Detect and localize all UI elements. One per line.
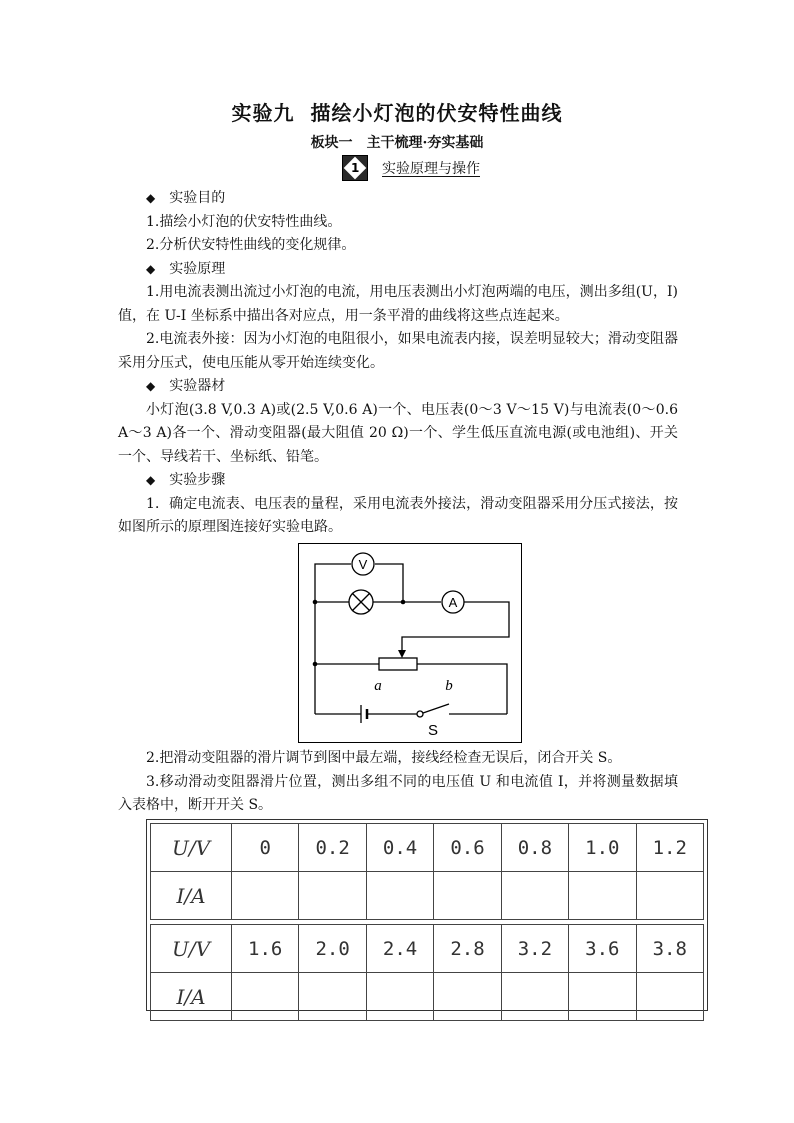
- row-header-u: U/V: [151, 925, 232, 973]
- measurement-table: [146, 819, 708, 1011]
- page-subtitle: [0, 132, 794, 152]
- switch-label: S: [427, 722, 439, 739]
- u-cell: 3.6: [569, 925, 636, 973]
- junction-dot: [401, 600, 406, 605]
- i-cell-empty[interactable]: [232, 973, 299, 1021]
- section-title: 实验原理与操作: [382, 161, 480, 177]
- section-number-icon: [342, 155, 368, 181]
- u-cell: 3.8: [636, 925, 703, 973]
- principle-item-2: 2.电流表外接：因为小灯泡的电阻很小，如果电流表内接，误差明显较大；滑动变阻器采用分压式，使电压能从零开始连续变化。: [118, 331, 678, 371]
- u-cell: 0.8: [501, 824, 568, 872]
- rheostat-end-a-label: a: [374, 678, 382, 694]
- circuit-diagram: [298, 543, 522, 743]
- u-cell: 0: [232, 824, 299, 872]
- switch-lever-icon: [423, 704, 449, 713]
- row-header-i: I/A: [151, 872, 232, 920]
- i-cell-empty[interactable]: [366, 872, 433, 920]
- purpose-item-2: 2.分析伏安特性曲线的变化规律。: [146, 237, 356, 253]
- row-header-u: U/V: [151, 824, 232, 872]
- step-1: 1．确定电流表、电压表的量程，采用电流表外接法，滑动变阻器采用分压式接法，按如图所示的原理图连接好实验电路。: [118, 495, 678, 535]
- section-number: 1: [350, 160, 360, 175]
- table-row: [151, 824, 704, 872]
- i-cell-empty[interactable]: [636, 973, 703, 1021]
- ammeter-label: A: [448, 595, 458, 610]
- wire-voltmeter-right: [375, 564, 403, 602]
- u-cell: 0.4: [366, 824, 433, 872]
- u-cell: 2.8: [434, 925, 501, 973]
- u-cell: 3.2: [501, 925, 568, 973]
- rheostat-end-b-label: b: [445, 678, 453, 694]
- heading-steps: ◆ 实验步骤: [118, 469, 678, 493]
- row-header-i: I/A: [151, 973, 232, 1021]
- i-cell-empty[interactable]: [569, 872, 636, 920]
- i-cell-empty[interactable]: [501, 872, 568, 920]
- equipment-text: 小灯泡(3.8 V,0.3 A)或(2.5 V,0.6 A)一个、电压表(0～3 V～15 V)与电流表(0～0.6 A～3 A)各一个、滑动变阻器(最大阻值 20 Ω)一个、学生低压直流电源(或电池组)、开关一个、导线若干、坐标纸、铅笔。: [118, 401, 678, 465]
- section-heading: [342, 155, 480, 181]
- subtitle-left: 板块一: [310, 135, 353, 151]
- u-cell: 0.6: [434, 824, 501, 872]
- u-cell: 1.2: [636, 824, 703, 872]
- rheostat-icon: [379, 658, 417, 670]
- data-table: [150, 823, 704, 1021]
- heading-purpose: ◆ 实验目的: [118, 187, 678, 211]
- u-cell: 1.6: [232, 925, 299, 973]
- text-block-1: [118, 187, 678, 540]
- u-cell: 0.2: [299, 824, 366, 872]
- i-cell-empty[interactable]: [569, 973, 636, 1021]
- table-row: [151, 872, 704, 920]
- i-cell-empty[interactable]: [501, 973, 568, 1021]
- slider-arrow-icon: [398, 650, 406, 658]
- i-cell-empty[interactable]: [299, 872, 366, 920]
- i-cell-empty[interactable]: [434, 872, 501, 920]
- table-row: [151, 973, 704, 1021]
- title-sub: 描绘小灯泡的伏安特性曲线: [310, 101, 563, 125]
- u-cell: 2.4: [366, 925, 433, 973]
- i-cell-empty[interactable]: [232, 872, 299, 920]
- subtitle-right: 主干梳理·夯实基础: [366, 135, 484, 151]
- heading-principle: ◆ 实验原理: [118, 258, 678, 282]
- step-2: 2.把滑动变阻器的滑片调节到图中最左端，接线经检查无误后，闭合开关 S。: [146, 750, 622, 766]
- principle-item-1: 1.用电流表测出流过小灯泡的电流，用电压表测出小灯泡两端的电压，测出多组(U，I)值，在 U-I 坐标系中描出各对应点，用一条平滑的曲线将这些点连起来。: [118, 284, 678, 324]
- step-3: 3.移动滑动变阻器滑片位置，测出多组不同的电压值 U 和电流值 I，并将测量数据填入表格中，断开开关 S。: [118, 773, 678, 813]
- wire-rheostat-right: [417, 664, 507, 714]
- title-main: 实验九: [231, 101, 295, 125]
- junction-dot: [313, 662, 318, 667]
- u-cell: 2.0: [299, 925, 366, 973]
- wire-voltmeter-left: [315, 564, 351, 602]
- table-row: [151, 925, 704, 973]
- i-cell-empty[interactable]: [636, 872, 703, 920]
- heading-equipment: ◆ 实验器材: [118, 375, 678, 399]
- text-block-2: [118, 747, 678, 818]
- u-cell: 1.0: [569, 824, 636, 872]
- junction-dot: [313, 600, 318, 605]
- page-title: [0, 97, 794, 126]
- voltmeter-label: V: [358, 557, 368, 572]
- i-cell-empty[interactable]: [366, 973, 433, 1021]
- i-cell-empty[interactable]: [434, 973, 501, 1021]
- purpose-item-1: 1.描绘小灯泡的伏安特性曲线。: [146, 213, 342, 230]
- switch-contact-icon: [417, 711, 423, 717]
- i-cell-empty[interactable]: [299, 973, 366, 1021]
- circuit-svg: [299, 544, 521, 742]
